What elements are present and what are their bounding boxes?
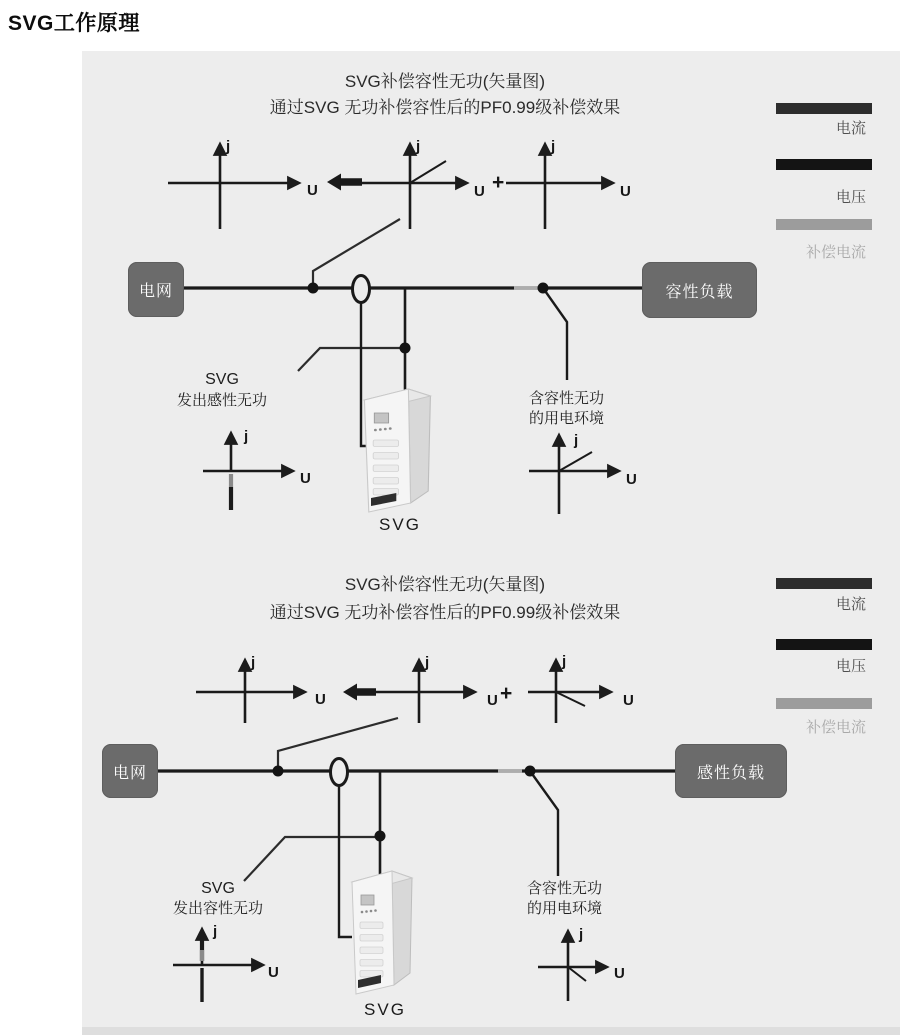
j-axis-label: j [425, 654, 430, 671]
grid-box-1 [128, 262, 184, 317]
env-label-line1: 含容性无功 [527, 880, 603, 897]
vector-plot-result-2 [196, 661, 304, 723]
grid-box-2 [102, 744, 158, 798]
page-title: SVG工作原理 [8, 12, 140, 35]
svg-source-label-line2: 发出感性无功 [176, 392, 267, 409]
vector-plot-combined-1 [358, 145, 466, 229]
circuit-1 [168, 145, 644, 514]
u-axis-label: U [620, 183, 631, 200]
legend-swatch-voltage [776, 159, 872, 170]
diagram2-subtitle: 通过SVG 无功补偿容性后的PF0.99级补偿效果 [269, 603, 621, 622]
j-axis-label: j [562, 653, 567, 670]
load-box-label: 容性负载 [665, 283, 734, 301]
svg-junction-dot-1 [400, 343, 411, 354]
legend-label-current: 电流 [835, 120, 866, 137]
vector-plot-result-1 [168, 145, 298, 229]
legend-swatch-current [776, 578, 872, 589]
grid-junction-dot-1 [308, 283, 319, 294]
vector-plot-combined-2 [365, 661, 474, 723]
load-junction-dot-2 [525, 766, 536, 777]
env-label-line2: 的用电环境 [529, 410, 605, 427]
u-axis-label: U [307, 182, 318, 199]
legend-swatch-compensation [776, 698, 872, 709]
svg-source-label-line2: 发出容性无功 [172, 900, 263, 917]
legend-label-compensation: 补偿电流 [805, 719, 866, 736]
j-axis-label: j [226, 138, 231, 155]
load-box-2 [675, 744, 787, 798]
ct-sensor-icon-2 [331, 759, 348, 786]
device-label-2: SVG [364, 1000, 406, 1019]
grid-junction-dot-2 [273, 766, 284, 777]
u-axis-label: U [626, 471, 637, 488]
leader-svg-label-1 [298, 348, 405, 371]
svg-junction-dot-2 [375, 831, 386, 842]
ct-sensor-icon-1 [353, 276, 370, 303]
u-axis-label: U [487, 692, 498, 709]
u-axis-label: U [623, 692, 634, 709]
diagram2-title: SVG补偿容性无功(矢量图) [344, 575, 546, 594]
legend-label-current: 电流 [835, 596, 866, 613]
j-axis-label: j [213, 923, 218, 940]
load-junction-dot-1 [538, 283, 549, 294]
j-axis-label: j [551, 138, 556, 155]
j-axis-label: j [251, 654, 256, 671]
grid-box-label: 电网 [112, 764, 147, 782]
u-axis-label: U [315, 691, 326, 708]
leader-load-label-1 [543, 288, 567, 380]
j-axis-label: j [579, 926, 584, 943]
legend-swatch-current [776, 103, 872, 114]
load-box-1 [642, 262, 757, 318]
j-axis-label: j [416, 138, 421, 155]
env-label-line2: 的用电环境 [527, 900, 603, 917]
vector-plot-svg-2 [528, 661, 610, 723]
leader-svg-label-2 [244, 837, 380, 881]
u-axis-label: U [614, 965, 625, 982]
vector-plot-source-2 [173, 930, 262, 1002]
vector-plot-svg-1 [506, 145, 612, 229]
j-axis-label: j [574, 432, 579, 449]
svg-source-label-line1: SVG [201, 880, 235, 897]
ct-branch-line-2 [339, 786, 352, 937]
env-label-line1: 含容性无功 [529, 390, 605, 407]
vector-plot-source-1 [203, 434, 292, 510]
plus-sign: + [500, 682, 513, 705]
plus-sign: + [492, 171, 505, 194]
legend-label-voltage: 电压 [835, 189, 866, 206]
svg-device-icon-2 [352, 871, 412, 994]
legend-swatch-voltage [776, 639, 872, 650]
diagram1-subtitle: 通过SVG 无功补偿容性后的PF0.99级补偿效果 [269, 98, 621, 117]
u-axis-label: U [300, 470, 311, 487]
svg-source-label-line1: SVG [205, 371, 239, 388]
grid-box-label: 电网 [138, 283, 173, 300]
legend-label-voltage: 电压 [835, 658, 866, 675]
vector-plot-env-2 [538, 932, 606, 1001]
u-axis-label: U [268, 964, 279, 981]
legend-label-compensation: 补偿电流 [805, 244, 866, 261]
u-axis-label: U [474, 183, 485, 200]
circuit-2 [158, 661, 677, 1002]
svg-device-icon-1 [364, 389, 430, 512]
j-axis-label: j [244, 428, 249, 445]
diagram1-title: SVG补偿容性无功(矢量图) [344, 72, 546, 91]
device-label-1: SVG [379, 515, 421, 534]
equals-arrow-icon-1 [327, 174, 362, 191]
load-box-label: 感性负载 [696, 764, 765, 782]
legend-swatch-compensation [776, 219, 872, 230]
leader-load-label-2 [530, 771, 558, 876]
